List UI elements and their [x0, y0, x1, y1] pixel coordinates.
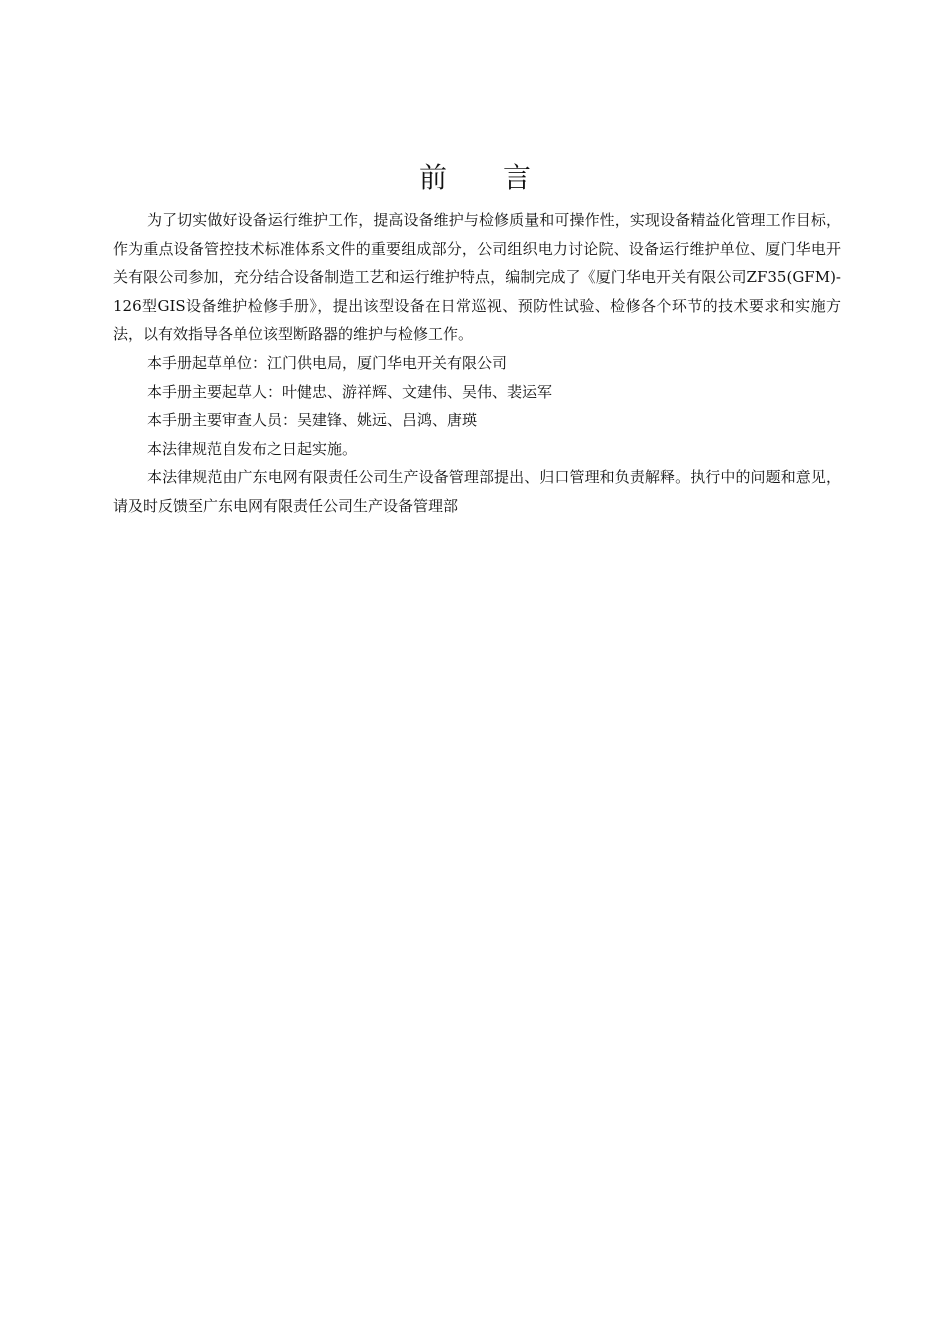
paragraph-responsibility: 本法律规范由广东电网有限责任公司生产设备管理部提出、归口管理和负责解释。执行中的问题和意见，请及时反馈至广东电网有限责任公司生产设备管理部	[113, 468, 841, 515]
paragraph-drafters: 本手册主要起草人：叶健忠、游祥辉、文建伟、吴伟、裴运军	[147, 382, 553, 401]
body-text	[113, 206, 841, 521]
page-title: 前言	[418, 161, 587, 194]
paragraph-drafting-unit: 本手册起草单位：江门供电局，厦门华电开关有限公司	[147, 353, 508, 372]
paragraph-intro: 为了切实做好设备运行维护工作，提高设备维护与检修质量和可操作性，实现设备精益化管理工作目标，作为重点设备管控技术标准体系文件的重要组成部分，公司组织电力讨论院、设备运行维护单位、厦门华电开关有限公司参加，充分结合设备制造工艺和运行维护特点，编制完成了《厦门华电开关有限公司ZF35(GFM)-126型GIS设备维护检修手册》，提出该型设备在日常巡视、预防性试验、检修各个环节的技术要求和实施方法，以有效指导各单位该型断路器的维护与检修工作。	[113, 211, 841, 344]
paragraph-effective-date: 本法律规范自发布之日起实施。	[147, 439, 358, 458]
paragraph-reviewers: 本手册主要审查人员：吴建锋、姚远、吕鸿、唐瑛	[147, 411, 478, 430]
